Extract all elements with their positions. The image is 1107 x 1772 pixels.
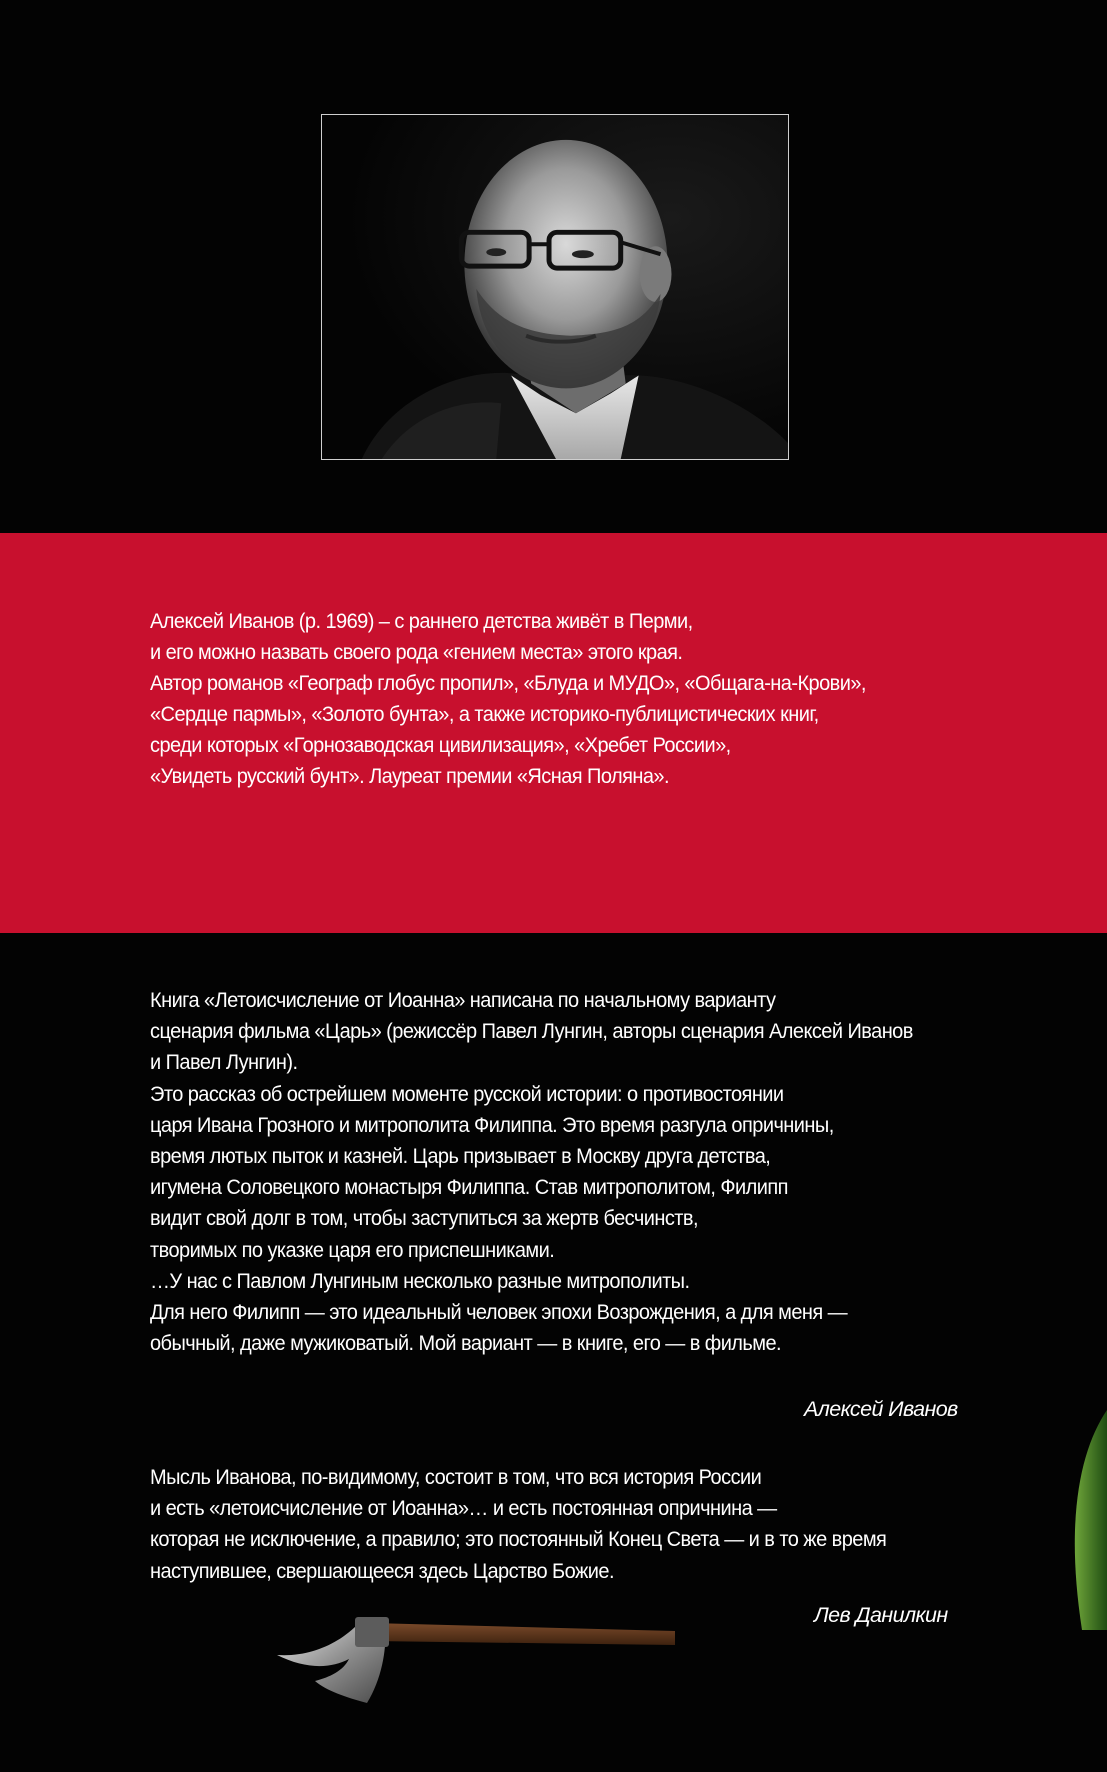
author-portrait-icon — [322, 115, 788, 459]
critic-quote — [150, 1462, 968, 1587]
quote-line: и есть «летоисчисление от Иоанна»… и есть постоянная опричнина — — [150, 1496, 777, 1521]
quote-signature: Лев Данилкин — [814, 1603, 948, 1627]
bio-line: среди которых «Горнозаводская цивилизация», «Хребет России», — [150, 733, 731, 757]
quote-line: наступившее, свершающееся здесь Царство Божие. — [150, 1558, 614, 1583]
bio-line: Алексей Иванов (р. 1969) – с раннего детства живёт в Перми, — [150, 609, 693, 633]
axe-icon — [275, 1585, 675, 1715]
bio-line: Автор романов «Географ глобус пропил», «Блуда и МУДО», «Общага-на-Крови», — [150, 671, 866, 695]
quote-line: Мысль Иванова, по-видимому, состоит в том, что вся история России — [150, 1465, 762, 1489]
description-line: время лютых пыток и казней. Царь призывает в Москву друга детства, — [150, 1144, 771, 1169]
description-line: …У нас с Павлом Лунгиным несколько разные митрополиты. — [150, 1268, 690, 1293]
description-line: сценария фильма «Царь» (режиссёр Павел Лунгин, авторы сценария Алексей Иванов — [150, 1019, 913, 1044]
description-line: видит свой долг в том, чтобы заступиться за жертв бесчинств, — [150, 1206, 698, 1231]
quote-line: которая не исключение, а правило; это постоянный Конец Света — и в то же время — [150, 1527, 887, 1552]
description-line: царя Ивана Грозного и митрополита Филиппа. Это время разгула опричнины, — [150, 1112, 834, 1137]
bio-line: «Увидеть русский бунт». Лауреат премии «Ясная Поляна». — [150, 764, 669, 788]
green-leaf-icon — [1060, 1410, 1107, 1630]
bio-line: и его можно назвать своего рода «гением места» этого края. — [150, 640, 683, 664]
author-bio — [150, 606, 987, 792]
description-line: творимых по указке царя его приспешниками. — [150, 1237, 555, 1262]
description-signature: Алексей Иванов — [804, 1397, 958, 1421]
description-line: обычный, даже мужиковатый. Мой вариант — в книге, его — в фильме. — [150, 1331, 782, 1356]
bio-line: «Сердце пармы», «Золото бунта», а также историко-публицистических книг, — [150, 702, 819, 726]
book-description — [150, 985, 968, 1359]
description-line: Для него Филипп — это идеальный человек эпохи Возрождения, а для меня — — [150, 1300, 848, 1325]
description-line: Книга «Летоисчисление от Иоанна» написана по начальному варианту — [150, 988, 776, 1012]
description-line: игумена Соловецкого монастыря Филиппа. Став митрополитом, Филипп — [150, 1175, 788, 1200]
author-photo — [321, 114, 789, 460]
description-line: Это рассказ об острейшем моменте русской истории: о противостоянии — [150, 1081, 784, 1106]
description-line: и Павел Лунгин). — [150, 1050, 298, 1075]
